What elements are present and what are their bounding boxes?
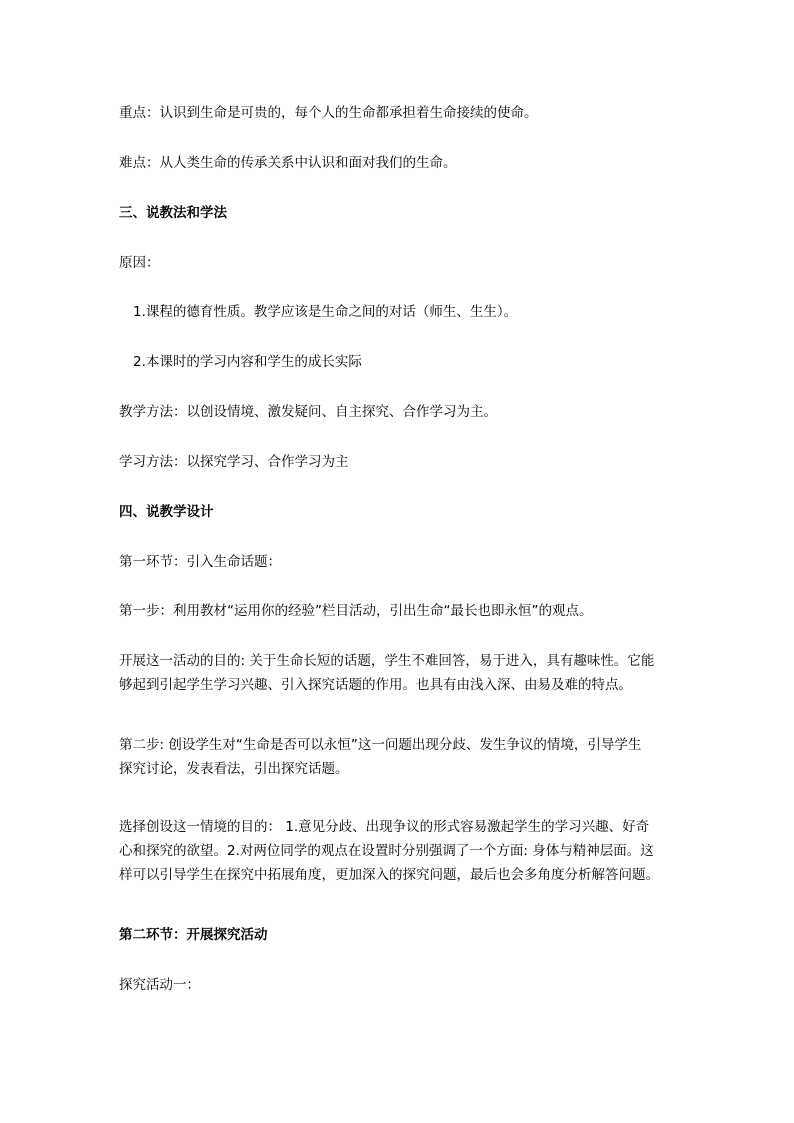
step-1-line: 第一步：利用教材“运用你的经验”栏目活动，引出生命“最长也即永恒”的观点。	[119, 603, 593, 619]
reason-item-1: 1.课程的德育性质。教学应该是生命之间的对话（师生、生生）。	[133, 304, 518, 320]
purpose-2-line-3: 样可以引导学生在探究中拓展角度，更加深入的探究问题，最后也会多角度分析解答问题。	[119, 867, 659, 883]
purpose-2-line-2: 心和探究的欲望。2.对两位同学的观点在设置时分别强调了一个方面: 身体与精神层面。这	[119, 843, 654, 859]
difficult-point-line: 难点：从人类生命的传承关系中认识和面对我们的生命。	[119, 155, 457, 171]
stage-2-heading: 第二环节：开展探究活动	[119, 927, 268, 943]
purpose-1-line-2: 够起到引起学生学习兴趣、引入探究话题的作用。也具有由浅入深、由易及难的特点。	[119, 677, 632, 693]
step-2-line-1: 第二步: 创设学生对“生命是否可以永恒”这一问题出现分歧、发生争议的情境，引导学生	[119, 737, 642, 753]
step-2-paragraph	[119, 733, 679, 781]
purpose-1-paragraph	[119, 649, 679, 697]
activity-1-label: 探究活动一：	[119, 977, 200, 993]
key-point-line: 重点：认识到生命是可贵的，每个人的生命都承担着生命接续的使命。	[119, 105, 538, 121]
purpose-1-line-1: 开展这一活动的目的: 关于生命长短的话题，学生不难回答，易于进入，具有趣味性。它能	[119, 653, 655, 669]
section-4-heading: 四、说教学设计	[119, 504, 214, 520]
purpose-2-line-1: 选择创设这一情境的目的： 1.意见分歧、出现争议的形式容易激起学生的学习兴趣、好奇	[119, 819, 650, 835]
teaching-method-line: 教学方法：以创设情境、激发疑问、自主探究、合作学习为主。	[119, 404, 497, 420]
reason-label: 原因：	[119, 255, 160, 271]
learning-method-line: 学习方法：以探究学习、合作学习为主	[119, 454, 349, 470]
purpose-2-paragraph	[119, 815, 679, 887]
step-2-line-2: 探究讨论，发表看法，引出探究话题。	[119, 761, 349, 777]
stage-1-label: 第一环节：引入生命话题：	[119, 554, 281, 570]
section-3-heading: 三、说教法和学法	[119, 205, 227, 221]
reason-item-2: 2.本课时的学习内容和学生的成长实际	[133, 354, 362, 370]
